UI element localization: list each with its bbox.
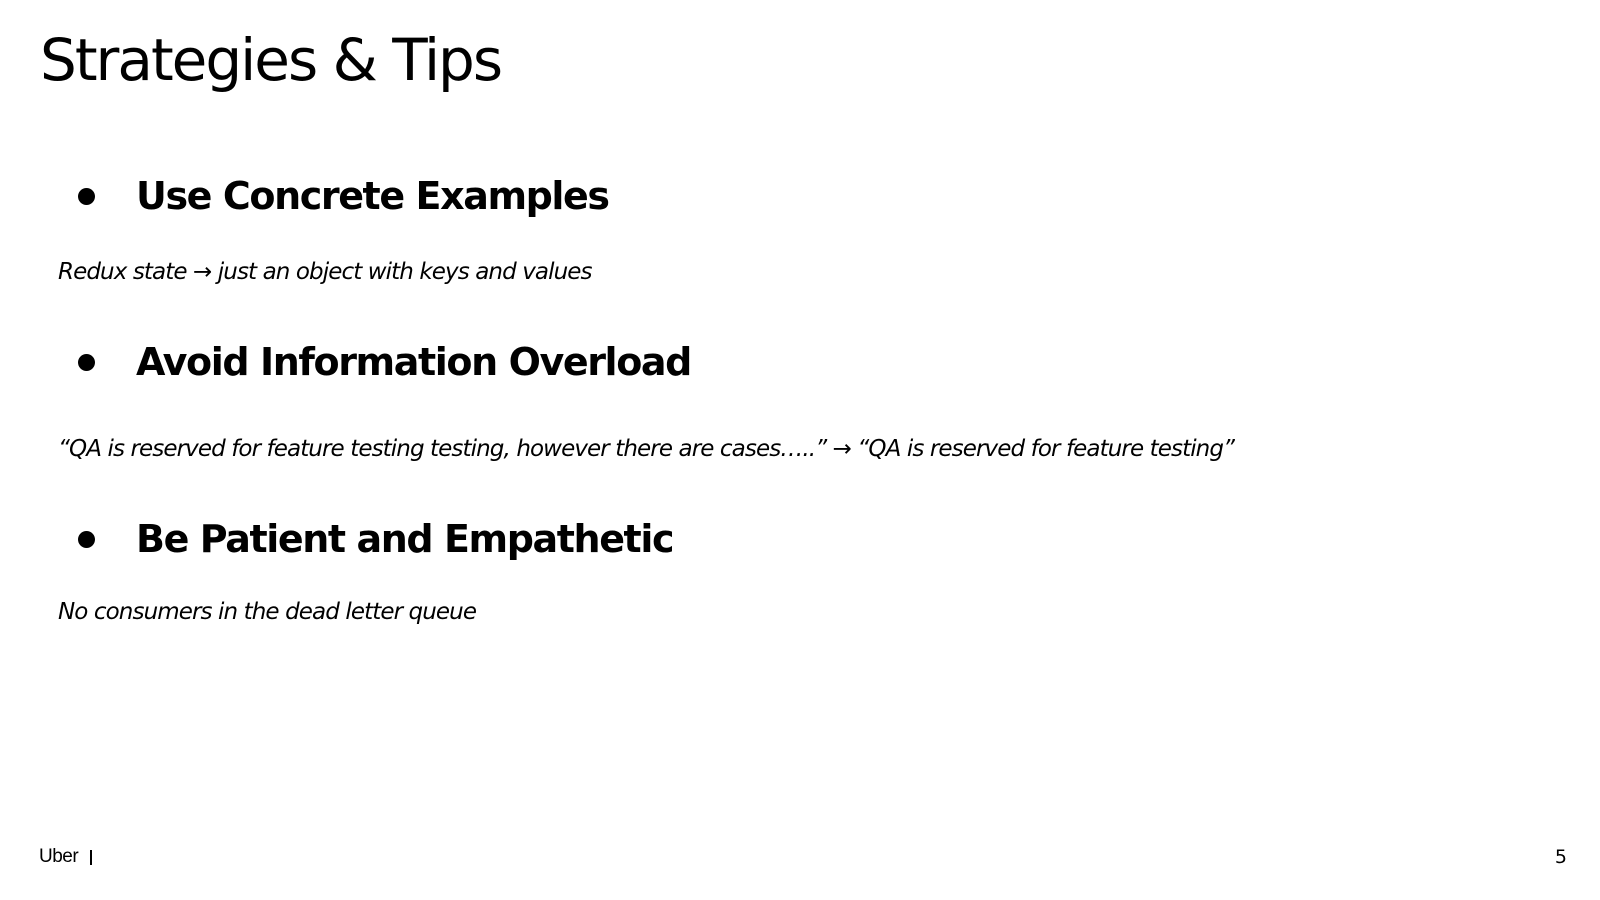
footer-brand (39, 845, 92, 869)
bullet-item-patient-empathetic (78, 515, 673, 563)
bullet-item-concrete-examples (78, 172, 609, 220)
slide-title: Strategies & Tips (40, 26, 502, 94)
divider (90, 850, 92, 865)
page-number: 5 (1554, 846, 1567, 868)
bullet-heading: Be Patient and Empathetic (136, 517, 674, 561)
bullet-icon (78, 531, 95, 548)
bullet-icon (78, 188, 95, 205)
bullet-heading: Use Concrete Examples (136, 174, 609, 218)
brand-logo: Uber (39, 846, 79, 867)
bullet-icon (78, 354, 95, 371)
bullet-heading: Avoid Information Overload (136, 340, 691, 384)
example-text: No consumers in the dead letter queue (58, 599, 477, 625)
example-text: Redux state → just an object with keys and values (58, 259, 592, 285)
bullet-item-information-overload (78, 338, 691, 386)
example-text: “QA is reserved for feature testing testing, however there are cases…..” → “QA is reserved for feature testing” (58, 436, 1235, 462)
